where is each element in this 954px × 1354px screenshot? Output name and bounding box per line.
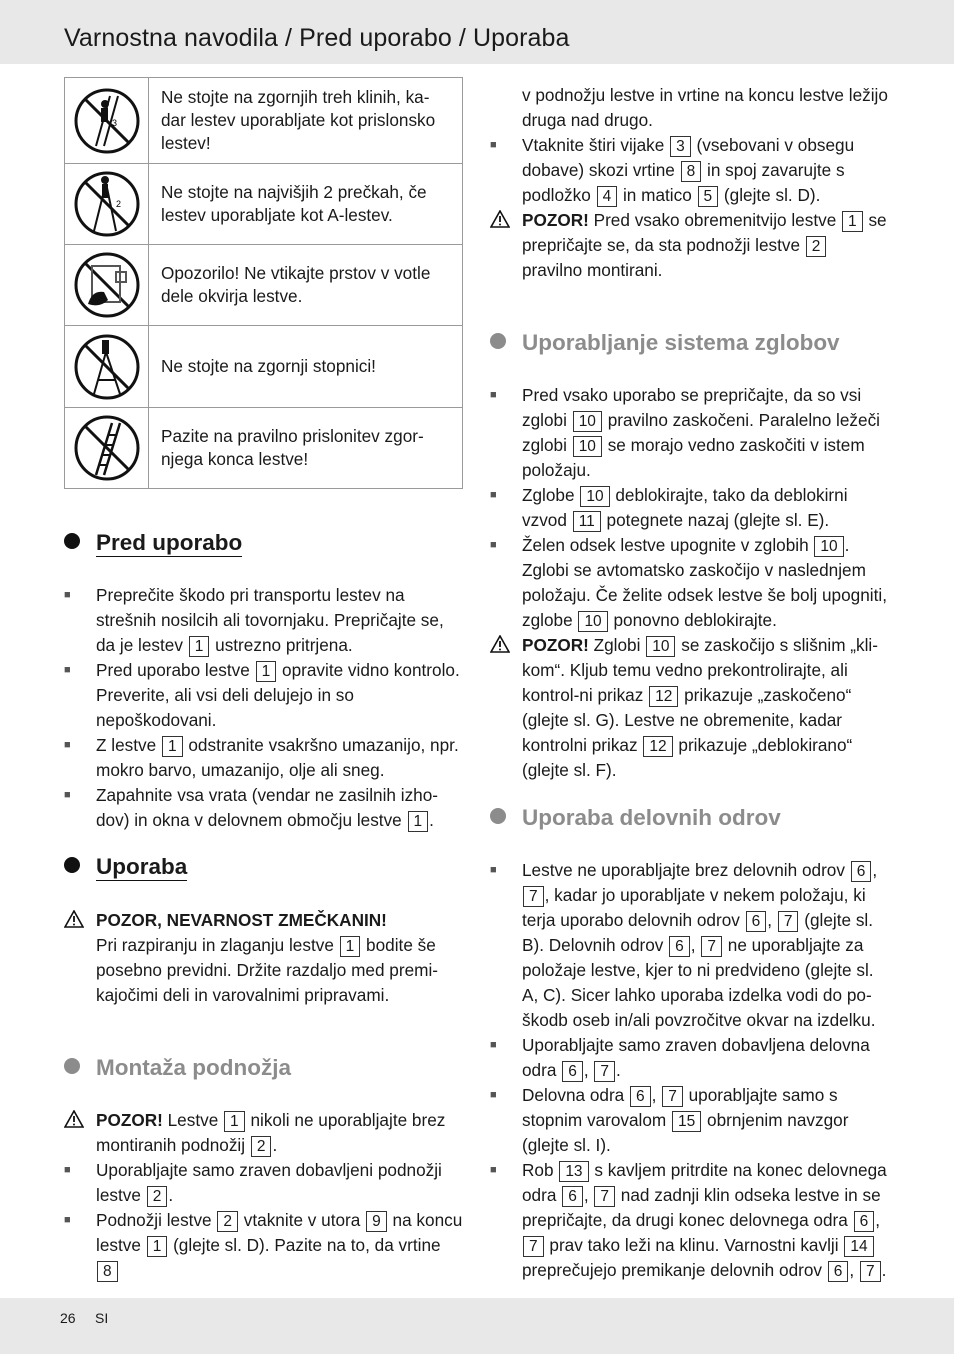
bullet-dot-icon <box>490 808 506 824</box>
svg-text:3: 3 <box>111 117 117 128</box>
list-item: ■ Pred uporabo lestve 1 opravite vidno kontrolo. Preverite, ali vsi deli delujejo in so nepoškodovani. <box>64 660 460 730</box>
ladder-top-two-rungs-prohibited-icon <box>65 164 149 245</box>
list-item: ■ Delovna odra 6 , 7 uporabljajte samo s stopnim varovalom 15 obrnjenim navzgor (glejte sl. I). <box>490 1085 849 1155</box>
warning-text-4: Ne stojte na zgornji stopnici! <box>149 326 463 408</box>
list-item: ■ Pred vsako uporabo se prepričajte, da so vsi zglobi 10 pravilno zaskočeni. Paralelno ležeči zglobi 10 se morajo vedno zaskočiti v istem položaju. <box>490 385 880 480</box>
zglobi-content: ■ Pred vsako uporabo se prepričajte, da so vsi zglobi 10 pravilno zaskočeni. Paralelno ležeči zglobi 10 se morajo vedno zaskočiti v istem položaju. ■ Zglobe 10 deblokirajte, tako da deblokirni vzvod 11 potegnete nazaj (glejte sl. E). ■ Želen odsek lestve upognite v zglobih 10 . Zglobi se avtomatsko zaskočijo v naslednjem položaju. Če želite odsek lestve še bolj upogniti, zglobe 10 ponovno deblokirajte. POZOR! Zglobi 10 se zaskočijo s slišnim „kli-kom“. Kljub temu vedno prekontrolirajte, ali kontrol-ni prikaz 12 prikazuje „zaskočeno“ (glejte sl. G). Lestve ne obremenite, kadar kontrolni prikaz 12 prikazuje „deblokirano“ (glejte sl. F). <box>490 383 892 783</box>
page-header <box>0 0 954 64</box>
section-heading-odri: Uporaba delovnih odrov <box>490 805 781 831</box>
warning-triangle-icon <box>64 1110 84 1128</box>
list-item: ■ Uporabljajte samo zraven dobavljeni podnožji lestve 2 . <box>64 1160 442 1205</box>
page-number: 26 <box>60 1310 76 1326</box>
warning-table <box>64 77 463 489</box>
list-item: ■ Preprečite škodo pri transportu lestev na strešnih nosilcih ali tovornjaku. Prepričajte se, da je lestev 1 ustrezno pritrjena. <box>64 585 444 655</box>
bullet-dot-icon <box>64 533 80 549</box>
warning-triangle-icon <box>490 210 510 228</box>
top-step-prohibited-icon <box>65 326 149 408</box>
list-item: ■ Z lestve 1 odstranite vsakršno umazanijo, npr. mokro barvo, umazanijo, olje ali sneg. <box>64 735 459 780</box>
page-title: Varnostna navodila / Pred uporabo / Uporaba <box>64 24 570 52</box>
warning-text-3: Opozorilo! Ne vtikajte prstov v votle dele okvirja lestve. <box>149 245 463 326</box>
warning-text-5: Pazite na pravilno prislonitev zgor-njega konca lestve! <box>149 408 463 489</box>
list-item: ■ Zglobe 10 deblokirajte, tako da deblokirni vzvod 11 potegnete nazaj (glejte sl. E). <box>490 485 848 530</box>
bullet-dot-icon <box>64 1058 80 1074</box>
list-item: ■ Vtaknite štiri vijake 3 (vsebovani v obsegu dobave) skozi vrtine 8 in spoj zavarujte s podložko 4 in matico 5 (glejte sl. D). <box>490 135 855 205</box>
bullet-dot-icon <box>64 857 80 873</box>
list-item: ■ Želen odsek lestve upognite v zglobih 10 . Zglobi se avtomatsko zaskočijo v naslednjem položaju. Če želite odsek lestve še bolj upogniti, zglobe 10 ponovno deblokirajte. <box>490 535 887 630</box>
list-item: ■ Podnožji lestve 2 vtaknite v utora 9 na koncu lestve 1 (glejte sl. D). Pazite na to, da vrtine 8 <box>64 1210 463 1280</box>
pred-uporabo-list <box>64 583 464 833</box>
montaza-continued: v podnožju lestve in vrtine na koncu lestve ležijo druga nad drugo. ■ Vtaknite štiri vijake 3 (vsebovani v obsegu dobave) skozi vrtine 8 in spoj zavarujte s podložko 4 in matico 5 (glejte sl. D). POZOR! Pred vsako obremenitvijo lestve 1 se prepričajte se, da sta podnožji lestve 2 pravilno montirani. <box>490 83 892 283</box>
odri-content <box>490 858 892 1283</box>
section-heading-pred-uporabo: Pred uporabo <box>64 530 242 556</box>
montaza-content: POZOR! Lestve 1 nikoli ne uporabljajte brez montiranih podnožij 2 . ■ Uporabljajte samo zraven dobavljeni podnožji lestve 2 . ■ Podnožji lestve 2 vtaknite v utora 9 na koncu lestve 1 (glejte sl. D). Pazite na to, da vrtine 8 <box>64 1108 464 1283</box>
wrong-lean-prohibited-icon <box>65 408 149 489</box>
list-item: ■ Lestve ne uporabljajte brez delovnih odrov 6 , 7 , kadar jo uporabljate v nekem položaju, ki terja uporabo delovnih odrov 6 , 7 (glejte sl. B). Delovnih odrov 6 , 7 ne uporabljajte za položaje lestve, kjer to ni predvideno (glejte sl. A, C). Sicer lahko uporaba izdelka vodi do po-škodb oseb in/ali povzročitve okvar na izdelku. <box>490 860 878 1030</box>
page-footer <box>0 1298 954 1354</box>
finger-pinch-prohibited-icon <box>65 245 149 326</box>
svg-text:2: 2 <box>115 199 121 209</box>
section-heading-zglobi: Uporabljanje sistema zglobov <box>490 330 840 356</box>
uporaba-warning: POZOR, NEVARNOST ZMEČKANIN! Pri razpiranju in zlaganju lestve 1 bodite še posebno previdni. Držite razdaljo med premi-kajočimi deli in varovalnimi pripravami. <box>64 908 464 1008</box>
bullet-dot-icon <box>490 333 506 349</box>
section-heading-uporaba: Uporaba <box>64 854 187 880</box>
warning-text-2: Ne stojte na najvišjih 2 prečkah, če lestev uporabljate kot A-lestev. <box>149 164 463 245</box>
list-item: ■ Zapahnite vsa vrata (vendar ne zasilnih izho-dov) in okna v delovnem območju lestve 1 . <box>64 785 439 830</box>
warning-triangle-icon <box>490 635 510 653</box>
language-code: SI <box>95 1310 109 1326</box>
list-item: ■ Uporabljajte samo zraven dobavljena delovna odra 6 , 7 . <box>490 1035 870 1080</box>
ladder-top-three-rungs-prohibited-icon <box>65 78 149 164</box>
warning-triangle-icon <box>64 910 84 928</box>
section-heading-montaza: Montaža podnožja <box>64 1055 291 1081</box>
list-item: ■ Rob 13 s kavljem pritrdite na konec delovnega odra 6 , 7 nad zadnji klin odseka lestve in se prepričajte, da drugi konec delovnega odra 6 , 7 prav tako leži na klinu. Varnostni kavlji 14 preprečujejo premikanje delovnih odrov 6 , 7 . <box>490 1160 887 1280</box>
warning-text-1: Ne stojte na zgornjih treh klinih, ka-dar lestev uporabljate kot prislonsko lestev! <box>149 78 463 164</box>
